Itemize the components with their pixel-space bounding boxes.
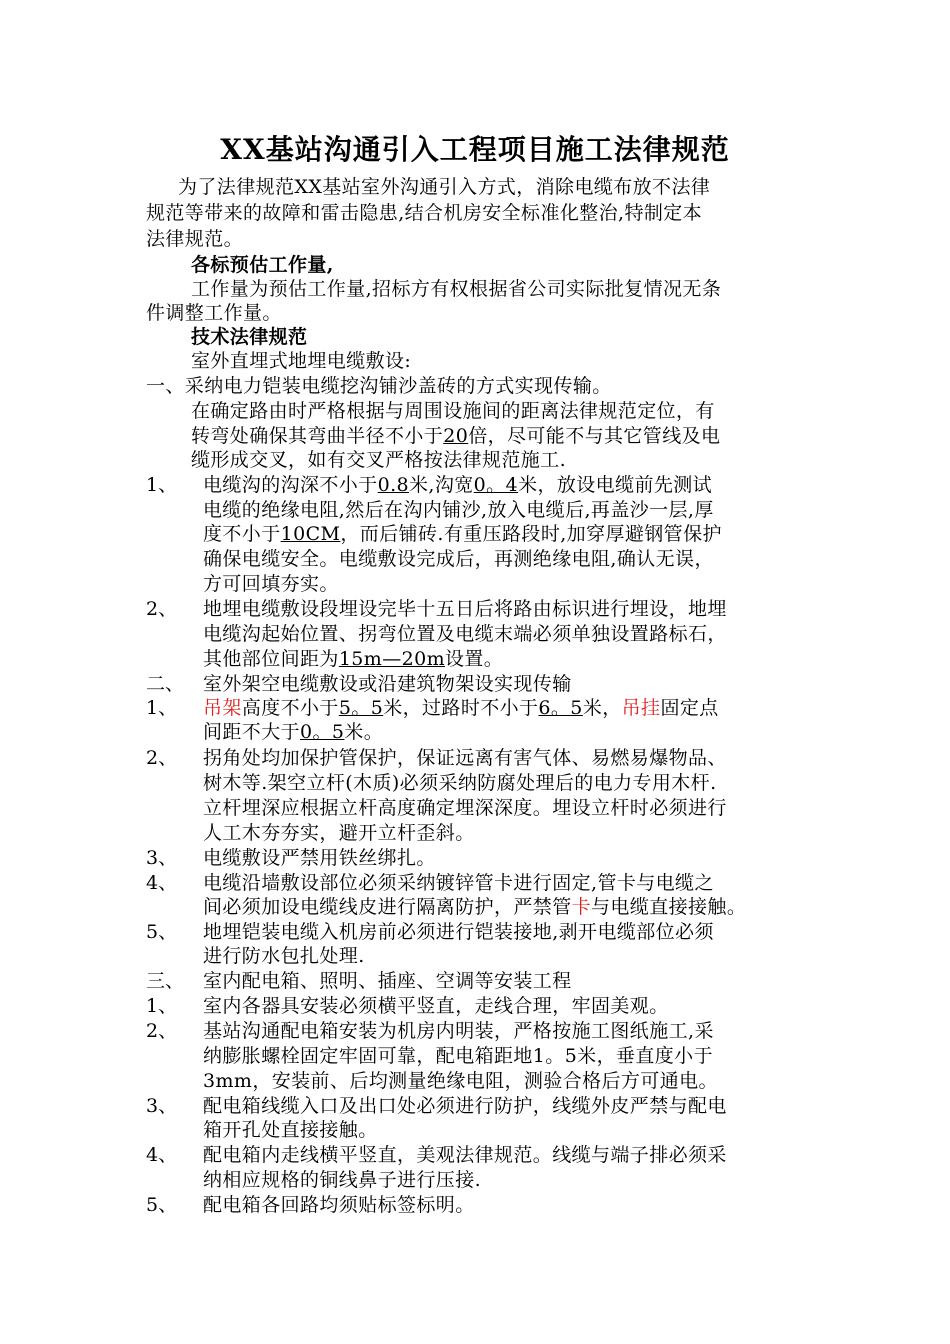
section-1-para-line-1: 在确定路由时严格根据与周围设施间的距离法律规范定位，有 bbox=[191, 400, 715, 422]
highlighted-text: 吊挂 bbox=[621, 697, 661, 719]
text-span: 倍，尽可能不与其它管线及电 bbox=[468, 425, 721, 447]
item-2-4-line-2 bbox=[203, 894, 746, 920]
item-3-3-line-1: 配电箱线缆入口及出口处必须进行防护，线缆外皮严禁与配电 bbox=[203, 1095, 727, 1117]
underlined-value: 0。4 bbox=[473, 474, 519, 496]
text-span: 电缆沟的沟深不小于 bbox=[203, 474, 378, 496]
underlined-value: 20 bbox=[443, 425, 469, 447]
item-1-1-line-2: 电缆的绝缘电阻,然后在沟内铺沙,放入电缆后,再盖沙一层,厚 bbox=[203, 499, 714, 521]
item-1-1-number: 1、 bbox=[146, 474, 178, 496]
item-3-2-line-1: 基站沟通配电箱安装为机房内明装，严格按施工图纸施工,采 bbox=[203, 1020, 714, 1042]
item-3-4-line-1: 配电箱内走线横平竖直，美观法律规范。线缆与端子排必须采 bbox=[203, 1144, 727, 1166]
item-3-2-line-3: 3mm，安装前、后均测量绝缘电阻，测验合格后方可通电。 bbox=[203, 1070, 718, 1092]
item-1-2-line-1: 地埋电缆敷设段埋设完毕十五日后将路由标识进行埋设，地埋 bbox=[203, 598, 727, 620]
item-2-1-number: 1、 bbox=[146, 697, 178, 719]
item-1-2-line-2: 电缆沟起始位置、拐弯位置及电缆末端必须单独设置路标石， bbox=[203, 623, 727, 645]
item-3-3-line-2: 箱开孔处直接接触。 bbox=[203, 1119, 378, 1141]
underlined-value: 5。5 bbox=[338, 697, 384, 719]
item-2-3-line-1: 电缆敷设严禁用铁丝绑扎。 bbox=[203, 847, 436, 869]
item-3-1-line-1: 室内各器具安装必须横平竖直，走线合理，牢固美观。 bbox=[203, 995, 669, 1017]
item-2-2-line-2: 树木等.架空立杆(木质)必须采纳防腐处理后的电力专用木杆. bbox=[203, 772, 717, 794]
section-2-title: 室外架空电缆敷设或沿建筑物架设实现传输 bbox=[203, 673, 572, 695]
workload-line-1: 工作量为预估工作量,招标方有权根据省公司实际批复情况无条 bbox=[191, 278, 722, 300]
item-2-5-number: 5、 bbox=[146, 921, 178, 943]
item-2-2-line-1: 拐角处均加保护管保护，保证远离有害气体、易燃易爆物品、 bbox=[203, 747, 727, 769]
underlined-value: 0.8 bbox=[377, 474, 410, 496]
item-2-3-number: 3、 bbox=[146, 847, 178, 869]
item-2-1-line-1 bbox=[203, 695, 719, 721]
text-span: 设置。 bbox=[445, 648, 504, 670]
text-span: 间距不大于 bbox=[203, 721, 301, 743]
item-3-4-line-2: 纳相应规格的铜线鼻子进行压接. bbox=[203, 1169, 482, 1191]
item-1-1-line-1 bbox=[203, 472, 712, 498]
text-span: 米,沟宽 bbox=[409, 474, 474, 496]
item-2-5-line-1: 地埋铠装电缆入机房前必须进行铠装接地,剥开电缆部位必须 bbox=[203, 921, 714, 943]
section-2-label: 二、 bbox=[146, 673, 185, 695]
item-3-2-number: 2、 bbox=[146, 1020, 178, 1042]
text-span: 转弯处确保其弯曲半径不小于 bbox=[191, 425, 444, 447]
text-span: 固定点 bbox=[660, 697, 719, 719]
text-span: 其他部位间距为 bbox=[203, 648, 339, 670]
highlighted-text: 吊架 bbox=[203, 697, 242, 719]
item-1-1-line-5: 方可回填夯实。 bbox=[203, 573, 339, 595]
item-2-2-line-4: 人工木夯夯实，避开立杆歪斜。 bbox=[203, 822, 475, 844]
item-3-5-number: 5、 bbox=[146, 1194, 178, 1216]
underlined-value: 0。5 bbox=[300, 721, 345, 743]
text-span: 米。 bbox=[344, 721, 384, 743]
section-3-title: 室内配电箱、照明、插座、空调等安装工程 bbox=[203, 970, 572, 992]
highlighted-text: 卡 bbox=[571, 896, 592, 918]
section-1-header bbox=[146, 373, 612, 399]
item-3-3-number: 3、 bbox=[146, 1095, 178, 1117]
item-2-2-line-3: 立杆埋深应根据立杆高度确定埋深深度。埋设立杆时必须进行 bbox=[203, 797, 727, 819]
section-1-para-line-2 bbox=[191, 423, 720, 449]
item-1-2-number: 2、 bbox=[146, 598, 178, 620]
section-1-label: 一、 bbox=[146, 375, 185, 397]
buried-heading: 室外直埋式地埋电缆敷设: bbox=[191, 350, 412, 372]
workload-heading: 各标预估工作量, bbox=[191, 254, 334, 276]
item-2-4-number: 4、 bbox=[146, 872, 178, 894]
item-2-5-line-2: 进行防水包扎处理. bbox=[203, 945, 365, 967]
text-span: 与电缆直接接触。 bbox=[591, 896, 747, 918]
underlined-value: 15m—20m bbox=[338, 648, 445, 670]
text-span: ，而后铺砖.有重压路段时,加穿厚避钢管保护 bbox=[340, 523, 722, 545]
item-2-2-number: 2、 bbox=[146, 747, 178, 769]
workload-line-2: 件调整工作量。 bbox=[146, 302, 282, 324]
text-span: 度不小于 bbox=[203, 523, 281, 545]
item-3-1-number: 1、 bbox=[146, 995, 178, 1017]
text-span: 米，放设电缆前先测试 bbox=[518, 474, 713, 496]
text-span: 米，过路时不小于 bbox=[383, 697, 539, 719]
underlined-value: 6。5 bbox=[538, 697, 583, 719]
item-3-5-line-1: 配电箱各回路均须贴标签标明。 bbox=[203, 1194, 475, 1216]
tech-heading: 技术法律规范 bbox=[191, 326, 308, 348]
underlined-value: 10CM bbox=[280, 523, 341, 545]
intro-line-1: 为了法律规范XX基站室外沟通引入方式，消除电缆布放不法律 bbox=[178, 176, 711, 198]
item-1-1-line-4: 确保电缆安全。电缆敷设完成后，再测绝缘电阻,确认无误， bbox=[203, 548, 714, 570]
text-span: 间必须加设电缆线皮进行隔离防护，严禁管 bbox=[203, 896, 572, 918]
item-1-2-line-3 bbox=[203, 646, 503, 672]
item-3-2-line-2: 纳膨胀螺栓固定牢固可靠，配电箱距地1。5米，垂直度小于 bbox=[203, 1045, 713, 1067]
text-span: 米， bbox=[582, 697, 622, 719]
intro-line-3: 法律规范。 bbox=[146, 228, 244, 250]
document-title: XX基站沟通引入工程项目施工法律规范 bbox=[220, 133, 730, 166]
item-2-4-line-1: 电缆沿墙敷设部位必须采纳镀锌管卡进行固定,管卡与电缆之 bbox=[203, 872, 714, 894]
item-3-4-number: 4、 bbox=[146, 1144, 178, 1166]
section-3-label: 三、 bbox=[146, 970, 185, 992]
section-1-para-line-3: 缆形成交叉，如有交叉严格按法律规范施工. bbox=[191, 449, 567, 471]
text-span: 高度不小于 bbox=[241, 697, 339, 719]
item-1-1-line-3 bbox=[203, 521, 722, 547]
item-2-1-line-2 bbox=[203, 719, 383, 745]
intro-line-2: 规范等带来的故障和雷击隐患,结合机房安全标准化整治,特制定本 bbox=[146, 202, 703, 224]
section-1-title: 采纳电力铠装电缆挖沟铺沙盖砖的方式实现传输。 bbox=[184, 375, 612, 397]
